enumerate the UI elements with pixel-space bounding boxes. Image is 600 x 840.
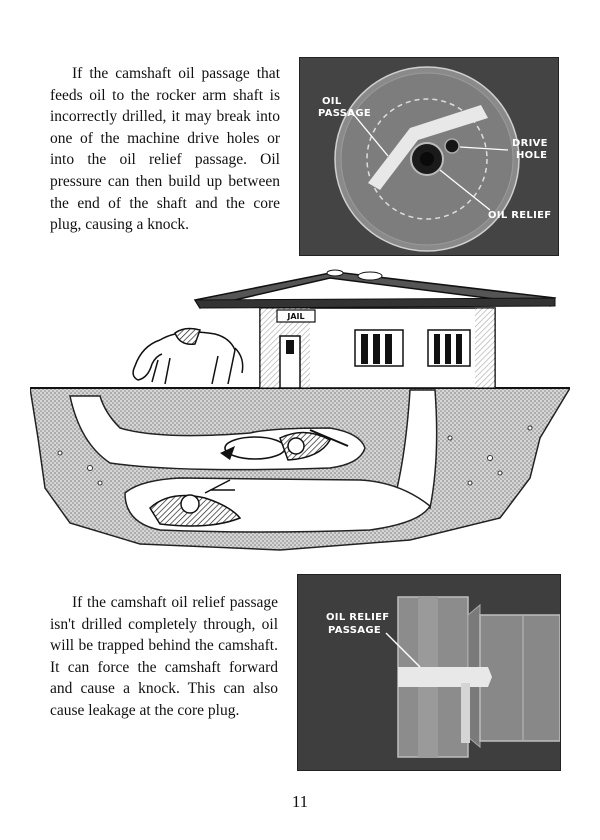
label-oil-relief-passage-1: OIL RELIEF bbox=[326, 612, 390, 623]
label-oil-relief-passage-2: PASSAGE bbox=[328, 625, 381, 636]
jail-window-left bbox=[355, 330, 403, 366]
label-drive-hole-1: DRIVE bbox=[512, 138, 548, 149]
camshaft-end-illustration bbox=[300, 58, 558, 255]
paragraph-oil-relief: If the camshaft oil relief passage isn't drilled completely through, oil will be trapped behind the camshaft. It can force the camshaft forward and cause a knock. This can also cause leakage at the core plug. bbox=[50, 594, 278, 719]
label-oil-relief: OIL RELIEF bbox=[488, 210, 552, 221]
oil-relief-passage bbox=[398, 667, 492, 687]
page-number: 11 bbox=[291, 792, 309, 811]
label-oil-passage-2: PASSAGE bbox=[318, 108, 371, 119]
label-drive-hole-2: HOLE bbox=[516, 150, 548, 161]
camshaft-end-photo bbox=[299, 57, 559, 256]
jail-sign-text: JAIL bbox=[287, 312, 305, 321]
label-oil-passage-1: OIL bbox=[322, 96, 342, 107]
camshaft-side-photo bbox=[297, 574, 561, 771]
drive-hole bbox=[445, 139, 459, 153]
jail-building bbox=[195, 270, 555, 388]
paragraph-oil-passage: If the camshaft oil passage that feeds oil to the rocker arm shaft is incorrectly drilled, it may break into one of the machine drive holes or into the oil relief passage. Oil pressure can then build up between the end of the shaft and the core plug, causing a knock. bbox=[50, 65, 280, 234]
camshaft-side-illustration bbox=[298, 575, 560, 770]
jail-window-right bbox=[428, 330, 470, 366]
camshaft-shaft bbox=[480, 615, 560, 741]
horse bbox=[133, 329, 243, 384]
jail-cartoon bbox=[30, 268, 570, 558]
